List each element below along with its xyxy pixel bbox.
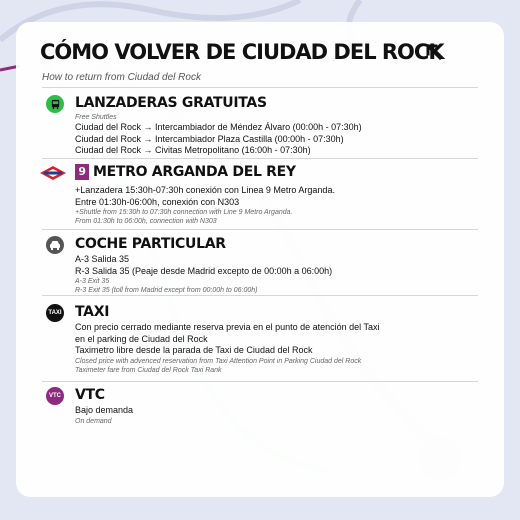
- metro-line: Entre 01:30h-06:00h, conexión con N303: [75, 196, 240, 207]
- vtc-line: Bajo demanda: [75, 405, 134, 415]
- shuttle-line: Ciudad del Rock → Intercambiador Plaza Castilla (00:00h - 07:30h): [75, 133, 344, 144]
- metro-logo-icon: [40, 166, 66, 180]
- vtc-body: [75, 405, 475, 426]
- metro-title: [75, 164, 296, 180]
- shuttle-line: Ciudad del Rock → Civitas Metropolitano (16:00h - 07:30h): [75, 145, 311, 155]
- taxi-title: TAXI: [75, 304, 110, 320]
- taxi-en-line: Closed price with advenced reservation from Taxi Attention Point in Parking Ciudad del Rock: [75, 357, 362, 365]
- shuttles-title: LANZADERAS GRATUITAS: [75, 95, 267, 111]
- bus-icon: [46, 95, 64, 113]
- metro-line-badge: 9: [75, 164, 89, 180]
- taxi-line: Taximetro libre desde la parada de Taxi de Ciudad del Rock: [75, 345, 313, 355]
- taxi-line: en el parking de Ciudad del Rock: [75, 333, 208, 344]
- divider: [42, 229, 478, 230]
- car-body: [75, 254, 475, 295]
- car-en-line: A-3 Exit 35: [75, 278, 110, 285]
- car-en-line: R-3 Exit 35 (toll from Madrid except from 00:00h to 06:00h): [75, 287, 258, 294]
- taxi-body: [75, 322, 475, 375]
- taxi-en-line: Taximeter fare from Ciudad del Rock Taxi Rank: [75, 366, 222, 374]
- taxi-line: Con precio cerrado mediante reserva previa en el punto de atención del Taxi: [75, 322, 380, 332]
- car-line: A-3 Salida 35: [75, 254, 130, 264]
- shuttles-en-label: Free Shuttles: [75, 114, 117, 121]
- vtc-en-line: On demand: [75, 417, 112, 425]
- info-card: [16, 22, 504, 497]
- divider: [42, 158, 478, 159]
- car-title: COCHE PARTICULAR: [75, 236, 226, 252]
- vtc-title: VTC: [75, 387, 105, 403]
- metro-line: +Lanzadera 15:30h-07:30h conexión con Linea 9 Metro Arganda.: [75, 185, 335, 195]
- car-icon: [46, 236, 64, 254]
- metro-title-text: METRO ARGANDA DEL REY: [93, 164, 296, 180]
- metro-en-line: +Shuttle from 15:30h to 07:30h connection with Line 9 Metro Arganda.: [75, 209, 293, 216]
- arrow-up-left-icon: [424, 42, 444, 62]
- divider: [42, 295, 478, 296]
- divider: [42, 87, 478, 88]
- vtc-icon: VTC: [46, 387, 64, 405]
- shuttle-line: Ciudad del Rock → Intercambiador de Méndez Álvaro (00:00h - 07:30h): [75, 122, 362, 132]
- divider: [42, 381, 478, 382]
- metro-body: [75, 185, 475, 226]
- car-line: R-3 Salida 35 (Peaje desde Madrid excepto de 00:00h a 06:00h): [75, 265, 333, 276]
- page-subtitle: How to return from Ciudad del Rock: [42, 72, 201, 83]
- metro-en-line: From 01:30h to 06:00h, connection with N303: [75, 218, 217, 225]
- taxi-icon: TAXI: [46, 304, 64, 322]
- shuttles-body: [75, 113, 475, 157]
- page-title: CÓMO VOLVER DE CIUDAD DEL ROCK: [40, 40, 444, 64]
